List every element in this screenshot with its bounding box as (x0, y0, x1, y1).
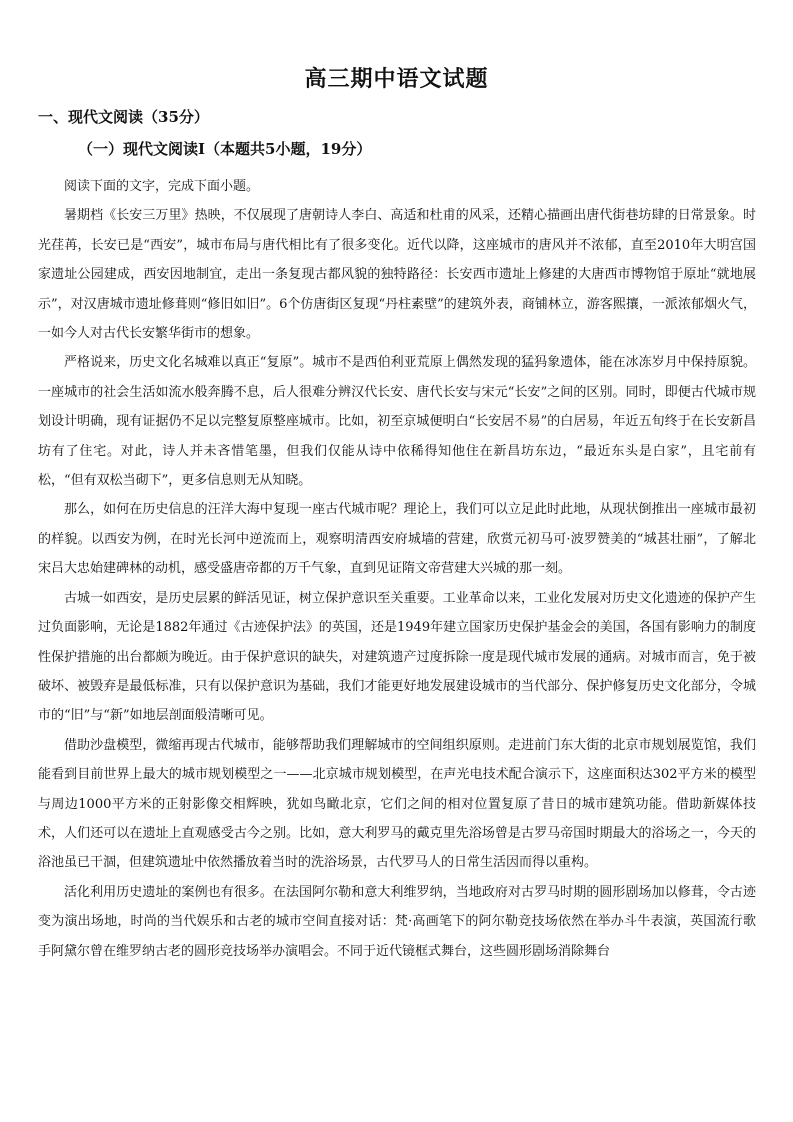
passage-body (38, 172, 756, 966)
passage-paragraph: 那么，如何在历史信息的汪洋大海中复现一座古代城市呢？理论上，我们可以立足此时此地，从现状倒推出一座城市最初的样貌。以西安为例，在时光长河中逆流而上，观察明清西安府城墙的营建，欣赏元初马可·波罗赞美的“城甚壮丽”，了解北宋吕大忠始建碑林的动机，感受盛唐帝都的万千气象，直到见证隋文帝营建大兴城的那一刻。 (38, 502, 756, 577)
passage-paragraph: 活化利用历史遗址的案例也有很多。在法国阿尔勒和意大利维罗纳，当地政府对古罗马时期的圆形剧场加以修葺，令古迹变为演出场地，时尚的当代娱乐和古老的城市空间直接对话：梵·高画笔下的阿尔勒竞技场依然在举办斗牛表演，英国流行歌手阿黛尔曾在维罗纳古老的圆形竞技场举办演唱会。不同于近代镜框式舞台，这些圆形剧场消除舞台 (38, 884, 756, 959)
passage-paragraph: 借助沙盘模型，微缩再现古代城市，能够帮助我们理解城市的空间组织原则。走进前门东大街的北京市规划展览馆，我们能看到目前世界上最大的城市规划模型之一——北京城市规划模型，在声光电技术配合演示下，这座面积达302平方米的模型与周边1000平方米的正射影像交相辉映，犹如鸟瞰北京，它们之间的相对位置复原了昔日的城市建筑功能。借助新媒体技术，人们还可以在遗址上直观感受古今之别。比如，意大利罗马的戴克里先浴场曾是古罗马帝国时期最大的浴场之一，今天的浴池虽已干涸，但建筑遗址中依然播放着当时的洗浴场景，古代罗马人的日常生活因而得以重构。 (38, 737, 756, 871)
section-heading: 一、现代文阅读（35分） (38, 108, 209, 126)
instruction-paragraph: 阅读下面的文字，完成下面小题。 (64, 179, 260, 194)
passage-paragraph: 古城一如西安，是历史层累的鲜活见证，树立保护意识至关重要。工业革命以来，工业化发展对历史文化遗迹的保护产生过负面影响，无论是1882年通过《古迹保护法》的英国，还是1949年建立国家历史保护基金会的美国，各国有影响力的制度性保护措施的出台都颇为晚近。由于保护意识的缺失，对建筑遗产过度拆除一度是现代城市发展的通病。对城市而言，免于被破坏、被毁弃是最低标准，只有以保护意识为基础，我们才能更好地发展建设城市的当代部分、保护修复历史文化部分，令城市的“旧”与“新”如地层剖面般清晰可见。 (38, 590, 756, 724)
page-title: 高三期中语文试题 (304, 66, 489, 92)
subsection-heading: （一）现代文阅读Ⅰ（本题共5小题，19分） (78, 140, 372, 158)
passage-paragraph: 暑期档《长安三万里》热映，不仅展现了唐朝诗人李白、高适和杜甫的风采，还精心描画出唐代街巷坊肆的日常景象。时光荏苒，长安已是“西安”，城市布局与唐代相比有了很多变化。近代以降，这座城市的唐风并不浓郁，直至2010年大明宫国家遗址公园建成，西安因地制宜，走出一条复现古都风貌的独特路径：长安西市遗址上修建的大唐西市博物馆于原址“就地展示”，对汉唐城市遗址修葺则“修旧如旧”。6个仿唐街区复现“丹柱素壁”的建筑外表，商铺林立，游客熙攘，一派浓郁烟火气，一如今人对古代长安繁华街市的想象。 (38, 208, 756, 342)
passage-paragraph: 严格说来，历史文化名城难以真正“复原”。城市不是西伯利亚荒原上偶然发现的猛犸象遗体，能在冰冻岁月中保持原貌。一座城市的社会生活如流水般奔腾不息，后人很难分辨汉代长安、唐代长安与宋元“长安”之间的区别。同时，即便古代城市规划设计明确，现有证据仍不足以完整复原整座城市。比如，初至京城便明白“长安居不易”的白居易，年近五旬终于在长安新昌坊有了住宅。对此，诗人并未吝惜笔墨，但我们仅能从诗中依稀得知他住在新昌坊东边，“最近东头是白家”，且宅前有松，“但有双松当砌下”，更多信息则无从知晓。 (38, 355, 756, 489)
